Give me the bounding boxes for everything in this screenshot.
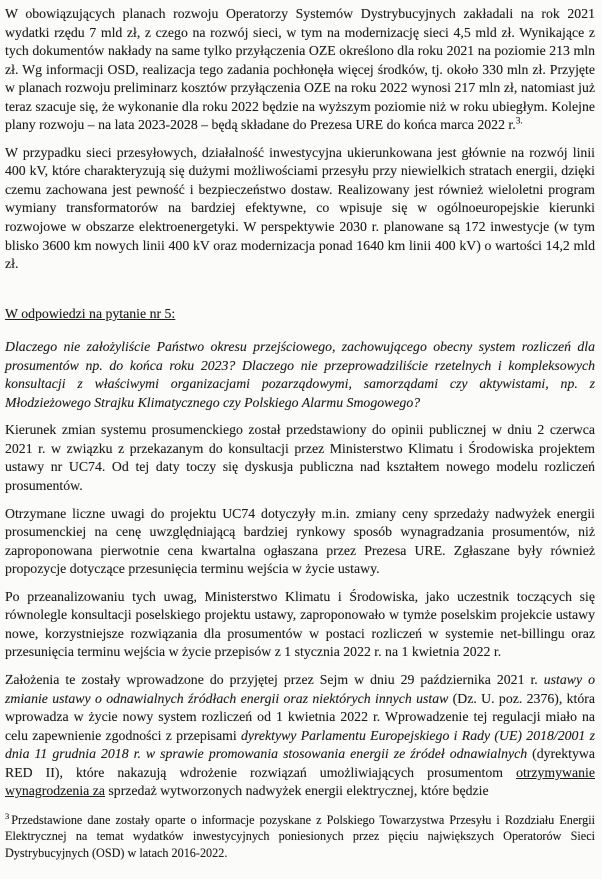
text-segment-sup: 3. — [515, 116, 523, 127]
para-prosumer-system-direction — [5, 421, 595, 495]
text-segment-plain: Kierunek zmian systemu prosumenckiego został przedstawiony do opinii publicznej w dniu 2 czerwca 2021 r. w związku z przekazanym do konsultacji przez Ministerstwo Klimatu i Środowiska projektem ustawy nr UC74. Od tej daty toczy się dyskusja publiczna nad kształtem nowego modelu rozliczeń prosumentów. — [5, 422, 595, 494]
footnote-3 — [5, 812, 595, 862]
text-segment-plain: Po przeanalizowaniu tych uwag, Ministerstwo Klimatu i Środowiska, jako uczestnik toczących się równolegle konsultacji poselskiego projektu ustawy, zaproponowało w tymże poselskim projekcie ustawy nowe, korzystniejsze rozwiązania dla prosumentów w postaci rozliczeń w systemie net-billingu oraz przesunięcia terminu wejścia w życie przepisów z 1 stycznia 2022 r. na 1 kwietnia 2022 r. — [5, 588, 595, 660]
section-heading-answer-question-5 — [5, 305, 595, 324]
para-question-5-text — [5, 338, 595, 412]
text-segment-italic: ustawy o zmianie ustawy o odnawialnych źródłach energii oraz niektórych innych ustaw — [5, 671, 595, 706]
para-osd-investment-plans — [5, 5, 595, 135]
text-segment-underline: W odpowiedzi na pytanie nr 5: — [5, 305, 176, 321]
para-uc74-comments — [5, 505, 595, 579]
text-segment-plain: sprzedaż wytworzonych nadwyżek energii elektrycznej, które będzie — [104, 783, 489, 799]
text-segment-plain: (dyrektywa RED II), które nakazują wdrożenie rozwiązań umożliwiających prosumentom — [5, 746, 595, 780]
text-segment-underline: otrzymywanie wynagrodzenia za — [5, 764, 595, 799]
text-segment-plain: W przypadku sieci przesyłowych, działalność inwestycyjna ukierunkowana jest głównie na rozwój linii 400 kV, które charakteryzują się dużymi możliwościami przesyłu przy niewielkich stratach energii, dzięki czemu zachowana jest pewność i bezpieczeństwo dostaw. Realizowany jest również wieloletni program wymiany transformatorów na bardziej efektywne, co wpisuje się w ogólnoeuropejskie kierunki rozwojowe w obszarze elektroenergetyki. W perspektywie 2030 r. planowane są 172 inwestycje (w tym blisko 3600 km nowych linii 400 kV oraz modernizacja ponad 1640 km linii 400 kV) o wartości 14,2 mld zł. — [5, 144, 595, 272]
para-act-adoption-red-ii — [5, 671, 595, 801]
para-transmission-grid-investments — [5, 144, 595, 274]
text-segment-plain: W obowiązujących planach rozwoju Operatorzy Systemów Dystrybucyjnych zakładali na rok 2021 wydatki rzędu 7 mld zł, z czego na rozwój sieci, w tym na modernizację sieci 4,5 mld zł. Wynikające z tych dokumentów nakłady na same tylko przyłączenia OZE określono dla roku 2021 na poziomie 213 mln zł. Wg informacji OSD, realizacja tego zadania pochłonęła więcej środków, tj. około 330 mln zł. Przyjęte w planach rozwoju preliminarz kosztów przyłączenia OZE na roku 2022 wynosi 217 mln zł, natomiast już teraz szacuje się, że wykonanie dla roku 2022 będzie na wyższym poziomie niż w roku ubiegłym. Kolejne plany rozwoju – na lata 2023-2028 – będą składane do Prezesa URE do końca marca 2022 r. — [5, 6, 595, 133]
text-segment-italic: dyrektywy Parlamentu Europejskiego i Rady (UE) 2018/2001 z dnia 11 grudnia 2018 r. w sprawie promowania stosowania energii ze źródeł odnawialnych — [5, 727, 595, 762]
para-ministry-proposal — [5, 588, 595, 662]
footnote-3-marker: 3 — [5, 810, 10, 821]
text-segment-italic: Dlaczego nie założyliście Państwo okresu przejściowego, zachowującego obecny system rozliczeń dla prosumentów np. do końca roku 2023? Dlaczego nie przeprowadziliście rzetelnych i kompleksowych konsultacji z właściwymi organizacjami pozarządowymi, samorządami czy aktywistami, np. z Młodzieżowego Strajku Klimatycznego czy Polskiego Alarmu Smogowego? — [5, 339, 595, 410]
text-segment-plain: Otrzymane liczne uwagi do projektu UC74 dotyczyły m.in. zmiany ceny sprzedaży nadwyżek energii prosumenckiej na cenę uwzględniającą bardziej rynkowy sposób wynagradzania prosumentów, niż zaproponowana pierwotnie cena kwartalna ogłaszana przez Prezesa URE. Zgłaszane były również propozycje dotyczące przesunięcia terminu wejścia w życie ustawy. — [5, 505, 595, 577]
footnote-3-text: Przedstawione dane zostały oparte o informacje pozyskane z Polskiego Towarzystwa Przesyłu i Rozdziału Energii Elektrycznej na temat wydatków inwestycyjnych poniesionych przez pięciu największych Operatorów Sieci Dystrybucyjnych (OSD) w latach 2016-2022. — [5, 812, 595, 860]
text-segment-plain: Założenia te zostały wprowadzone do przyjętej przez Sejm w dniu 29 października 2021 r. — [5, 671, 544, 687]
text-segment-plain: (Dz. U. poz. 2376), która wprowadza w życie nowy system rozliczeń od 1 kwietnia 2022 r. Wprowadzenie tej regulacji miało na celu zapewnienie zgodności z przepisami — [5, 690, 595, 743]
